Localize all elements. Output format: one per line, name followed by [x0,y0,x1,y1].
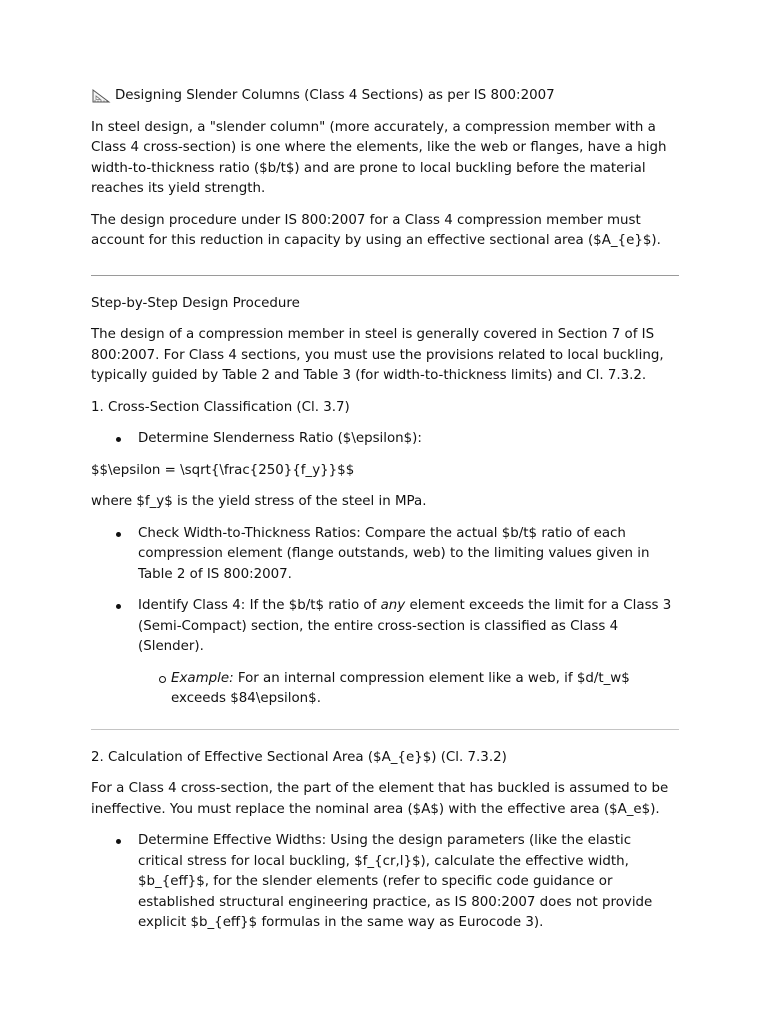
step2-heading: 2. Calculation of Effective Sectional Area ($A_{e}$) (Cl. 7.3.2) [91,749,507,765]
section-paragraph: The design of a compression member in steel is generally covered in Section 7 of IS 800:2007. For Class 4 sections, you must use the provisions related to local buckling, typically guided by Table 2 and Table 3 (for width-to-thickness limits) and Cl. 7.3.2. [91,327,664,383]
example-text: For an internal compression element like a web, if $d/t_w$ exceeds $84\epsilon$. [171,670,630,706]
sub-list-item-example [91,669,679,710]
step2-paragraph: For a Class 4 cross-section, the part of the element that has buckled is assumed to be ineffective. You must replace the nominal area ($A$) with the effective area ($A_e$). [91,781,669,817]
list-item-slenderness: Determine Slenderness Ratio ($\epsilon$): [91,429,679,450]
list-item-effective-widths: Determine Effective Widths: Using the design parameters (like the elastic critical stress for local buckling, $f_{cr,l}$), calculate the effective width, $b_{eff}$, for the slender elements (refer to specific code guidance or established structural engineering practice, as IS 800:2007 does not provide explicit $b_{eff}$ formulas in the same way as Eurocode 3). [91,831,679,934]
document-content [91,86,679,945]
identify-text-pre: Identify Class 4: If the $b/t$ ratio of [138,598,381,613]
step2-list [91,831,679,934]
list-item-identify-class4 [91,596,679,658]
slenderness-formula: $$\epsilon = \sqrt{\frac{250}{f_y}}$$ [91,462,355,478]
identify-text-emphasis: any [380,598,406,613]
title-row [91,86,679,107]
section-divider [91,275,679,276]
triangular-ruler-icon [91,88,111,104]
step1-list-b [91,524,679,710]
section-divider-2 [91,729,679,730]
step1-list-a [91,429,679,450]
document-title: Designing Slender Columns (Class 4 Sections) as per IS 800:2007 [115,88,555,103]
formula-where-text: where $f_y$ is the yield stress of the steel in MPa. [91,494,427,509]
list-item-width-thickness: Check Width-to-Thickness Ratios: Compare the actual $b/t$ ratio of each compression element (flange outstands, web) to the limiting values given in Table 2 of IS 800:2007. [91,524,679,586]
intro-paragraph-2: The design procedure under IS 800:2007 for a Class 4 compression member must account for this reduction in capacity by using an effective sectional area ($A_{e}$). [91,212,661,248]
section-heading: Step-by-Step Design Procedure [91,295,300,311]
intro-paragraph-1: In steel design, a "slender column" (more accurately, a compression member with a Class 4 cross-section) is one where the elements, like the web or flanges, have a high width-to-thickness ratio ($b/t$) and are prone to local buckling before the material reaches its yield strength. [91,119,667,196]
identify-text-post: element exceeds the limit for a Class 3 (Semi-Compact) section, the entire cross-section is classified as Class 4 (Slender). [138,598,672,654]
example-label: Example: [171,670,234,686]
step1-heading: 1. Cross-Section Classification (Cl. 3.7) [91,399,350,415]
